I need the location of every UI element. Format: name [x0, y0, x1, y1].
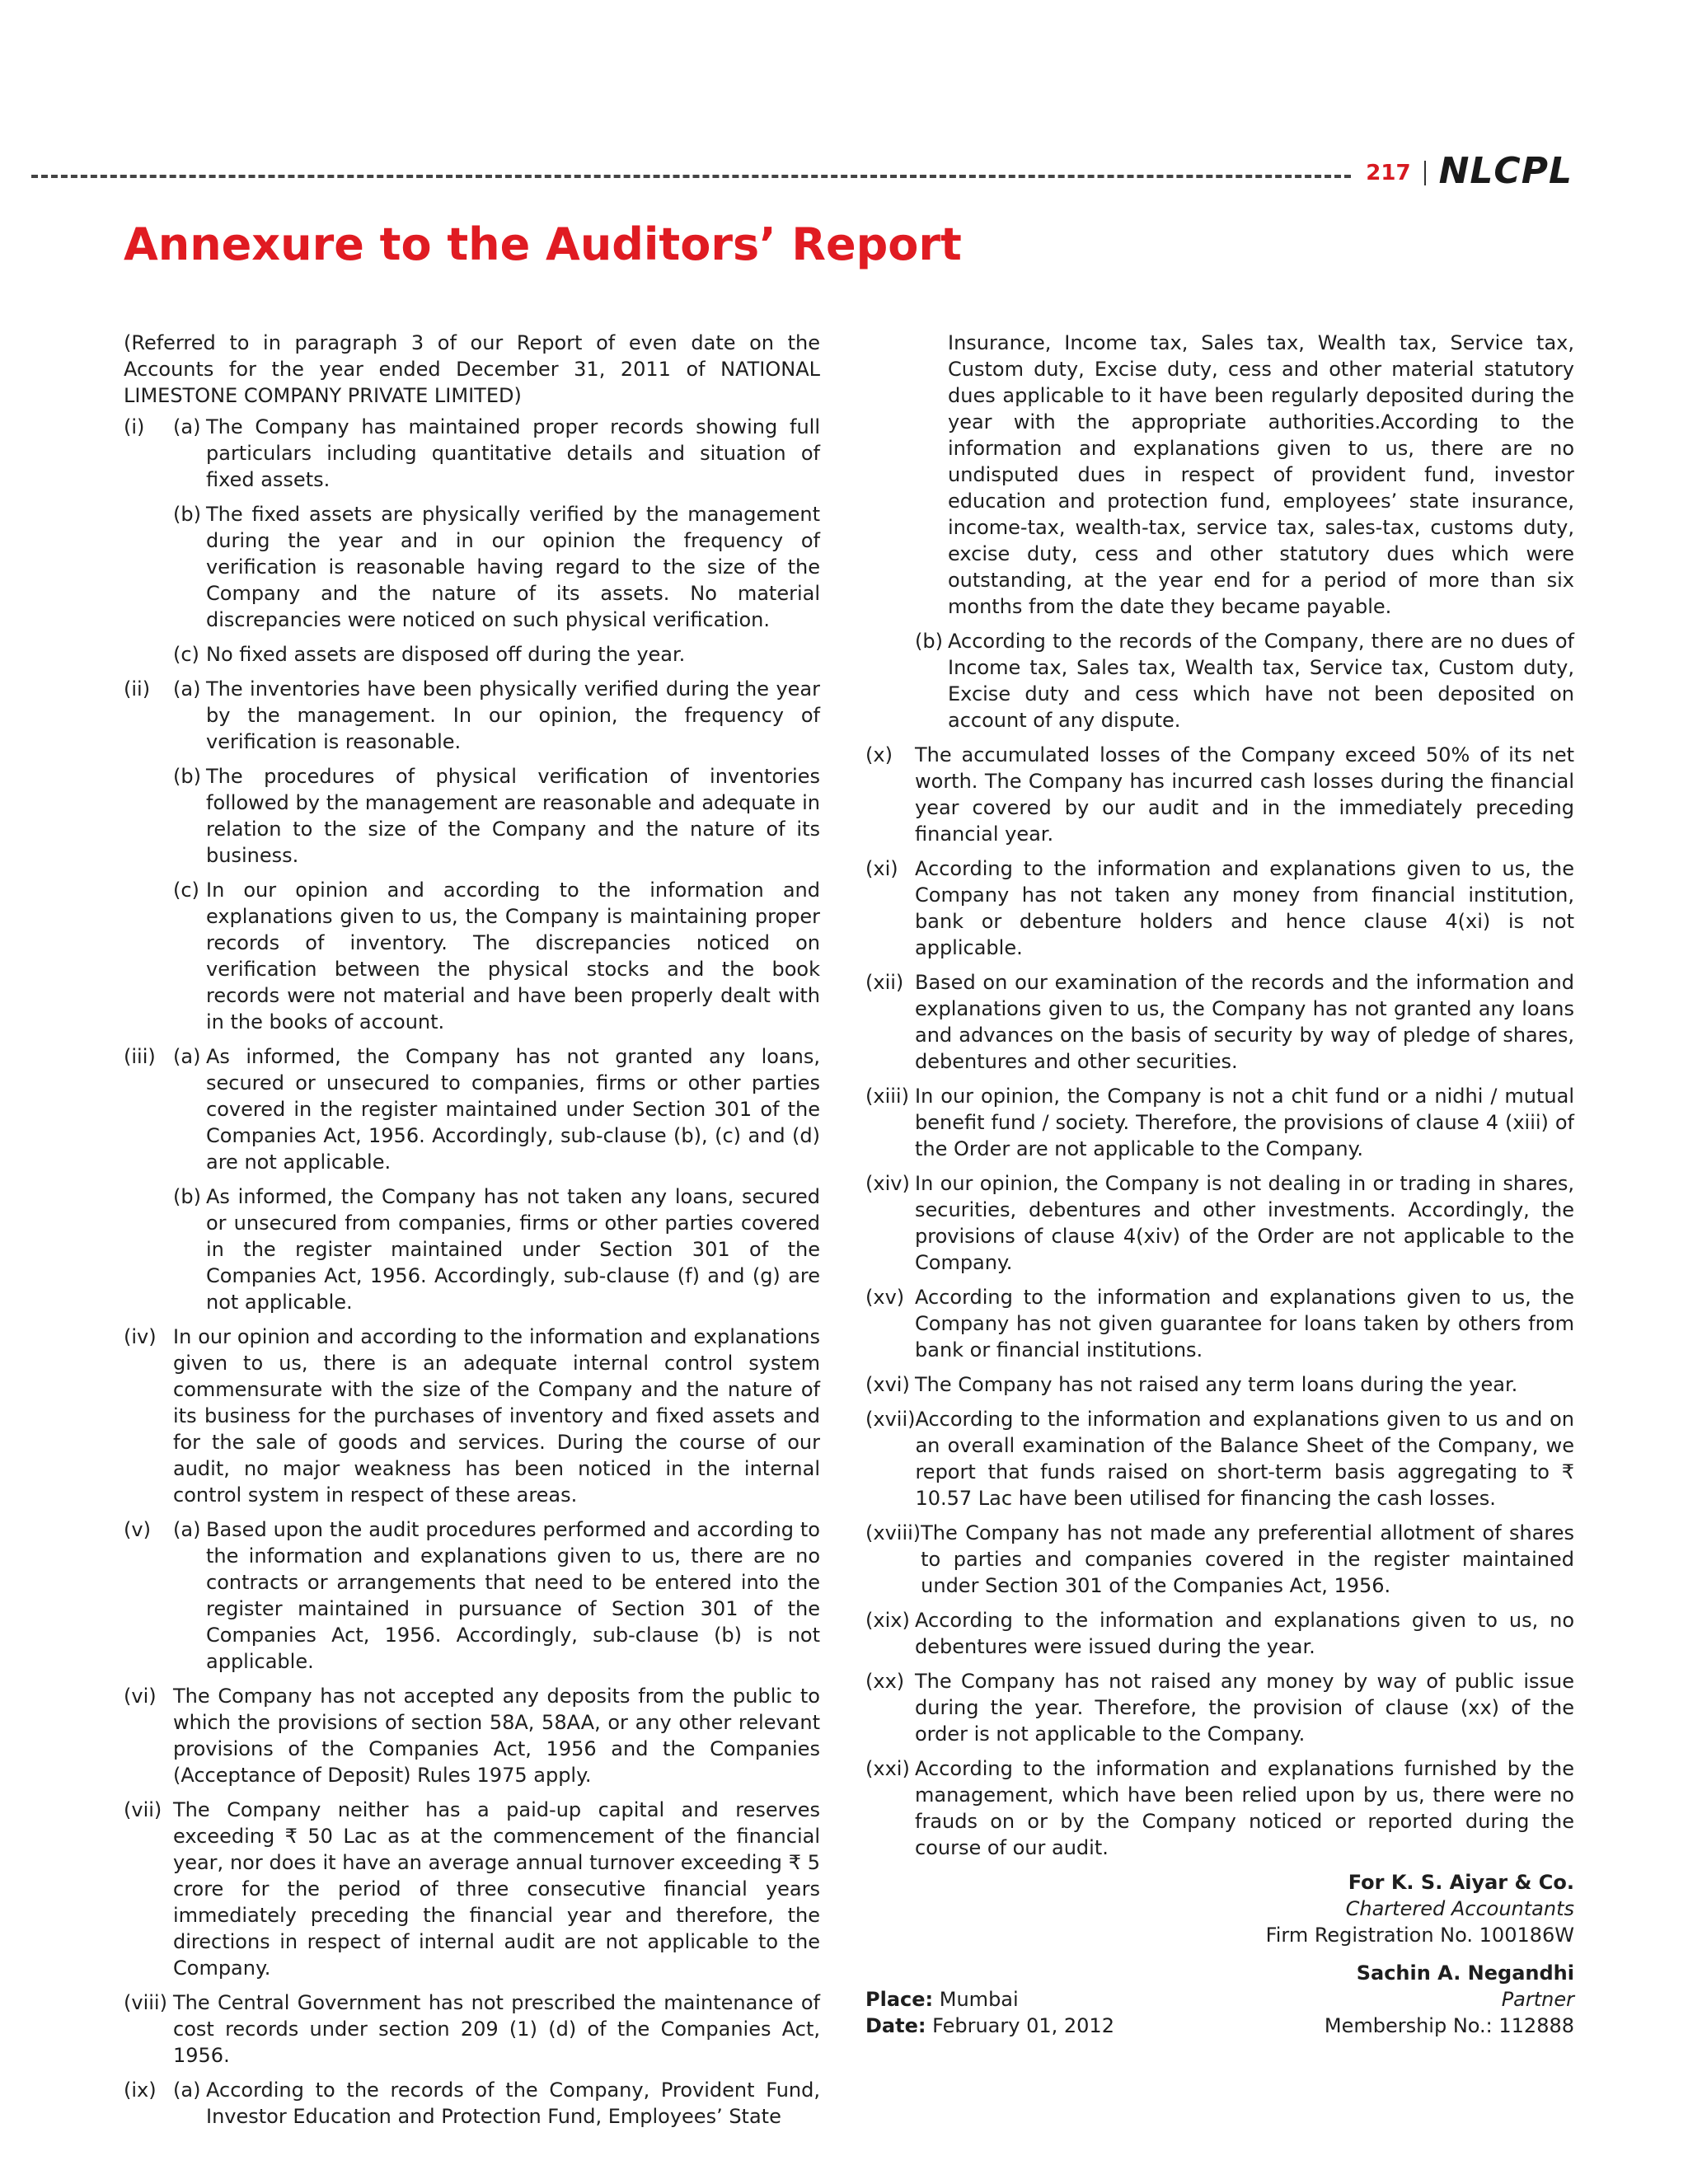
subclause-letter: (c)	[173, 879, 199, 902]
auditor-firm-role: Chartered Accountants	[1345, 1897, 1574, 1920]
subclause-text: The procedures of physical verification of inventories followed by the management are reasonable and adequate in relation to the size of the Company and the nature of its business.	[206, 765, 820, 867]
date-value: February 01, 2012	[932, 2014, 1114, 2037]
header-dashed-rule	[31, 175, 1351, 178]
place-value: Mumbai	[939, 1988, 1019, 2011]
subclause	[173, 501, 820, 633]
clause-i	[124, 414, 820, 668]
clause-xix	[865, 1607, 1574, 1660]
subclause-text: The Company has maintained proper records showing full particulars including quantitative details and situation of fixed assets.	[206, 415, 820, 491]
clause-number: (viii)	[124, 1991, 167, 2014]
clause-text: According to the information and explanations given to us, the Company has not given guarantee for loans taken by others from bank or financial institutions.	[915, 1286, 1574, 1361]
subclause-text: As informed, the Company has not granted any loans, secured or unsecured to companies, firms or other parties covered in the register maintained under Section 301 of the Companies Act, 1956. Accordingly, sub-clause (b), (c) and (d) are not applicable.	[206, 1045, 820, 1174]
subclause-letter: (a)	[173, 677, 201, 701]
clause-vi	[124, 1683, 820, 1788]
clause-xvii	[865, 1406, 1574, 1511]
subclause-letter: (b)	[173, 503, 201, 526]
place-line	[865, 1986, 1114, 2013]
clause-text: The Company has not raised any money by way of public issue during the year. Therefore, the provision of clause (xx) of the order is not applicable to the Company.	[915, 1670, 1574, 1746]
header-separator	[1424, 161, 1426, 185]
page-title: Annexure to the Auditors’ Report	[124, 218, 962, 270]
clause-text: The accumulated losses of the Company exceed 50% of its net worth. The Company has incurred cash losses during the financial year covered by our audit and in the immediately preceding financial year.	[915, 743, 1574, 846]
firm-registration: Firm Registration No. 100186W	[1265, 1924, 1574, 1947]
subclause-letter: (a)	[173, 1518, 201, 1541]
signatory-role: Partner	[1501, 1988, 1574, 2011]
auditor-firm: For K. S. Aiyar & Co.	[1348, 1871, 1574, 1894]
clause-text: The Central Government has not prescribed the maintenance of cost records under section 209 (1) (d) of the Companies Act, 1956.	[173, 1991, 820, 2067]
subclause-text: No fixed assets are disposed off during the year.	[206, 643, 686, 666]
membership-number: Membership No.: 112888	[1324, 2014, 1574, 2037]
subclause	[173, 641, 820, 668]
clause-xviii	[865, 1520, 1574, 1599]
subclause	[173, 877, 820, 1035]
clause-iv	[124, 1324, 820, 1508]
subclause	[173, 1183, 820, 1315]
clause-text: According to the information and explanations furnished by the management, which have been relied upon by us, there were no frauds on or by the Company noticed or reported during the course of our audit.	[915, 1757, 1574, 1859]
clause-number: (xii)	[865, 971, 904, 994]
clause-text: The Company neither has a paid-up capital and reserves exceeding ₹ 50 Lac as at the commencement of the financial year, nor does it have an average annual turnover exceeding ₹ 5 crore for the period of three consecutive financial years immediately preceding the financial year and therefore, the directions in respect of internal audit are not applicable to the Company.	[173, 1798, 820, 1980]
clause-text: Based on our examination of the records and the information and explanations given to us, the Company has not granted any loans and advances on the basis of security by way of pledge of shares, debentures and other securities.	[915, 971, 1574, 1073]
clause-number: (xvi)	[865, 1373, 910, 1396]
place-date	[865, 1986, 1114, 2039]
clause-text: In our opinion, the Company is not a chit fund or a nidhi / mutual benefit fund / society. Therefore, the provisions of clause 4 (xiii) of the Order are not applicable to the Company.	[915, 1085, 1574, 1160]
subclause	[173, 1043, 820, 1175]
clause-ix-b	[865, 628, 1574, 733]
clause-ix	[124, 2077, 820, 2130]
clause-number: (xiv)	[865, 1172, 910, 1195]
clause-v	[124, 1516, 820, 1675]
clause-text: According to the information and explanations given to us, no debentures were issued during the year.	[915, 1609, 1574, 1658]
clause-xiv	[865, 1170, 1574, 1276]
clause-text: In our opinion, the Company is not dealing in or trading in shares, securities, debentures and other investments. Accordingly, the provisions of clause 4(xiv) of the Order are not applicable to the Company.	[915, 1172, 1574, 1274]
subclause-letter: (c)	[173, 643, 199, 666]
subclause-letter: (b)	[173, 1185, 201, 1208]
clause-ix-a-continued: Insurance, Income tax, Sales tax, Wealth tax, Service tax, Custom duty, Excise duty, cess and other material statutory dues applicable to it have been regularly deposited during the year with the appropriate authorities.According to the information and explanations given to us, there are no undisputed dues in respect of provident fund, investor education and protection fund, employees’ state insurance, income-tax, wealth-tax, service tax, sales-tax, customs duty, excise duty, cess and other statutory dues which were outstanding, at the year end for a period of more than six months from the date they became payable.	[948, 331, 1574, 618]
clause-text: According to the information and explanations given to us and on an overall examination of the Balance Sheet of the Company, we report that funds raised on short-term basis aggregating to ₹ 10.57 Lac have been utilised for financing the cash losses.	[915, 1408, 1574, 1510]
clause-xx	[865, 1668, 1574, 1747]
clause-ii	[124, 676, 820, 1035]
signatory-details	[1325, 1986, 1574, 2039]
clause-xxi	[865, 1755, 1574, 1861]
clause-number: (vi)	[124, 1685, 157, 1708]
subclause-text: Based upon the audit procedures performed and according to the information and explanations given to us, there are no contracts or arrangements that need to be entered into the register maintained in pursuance of Section 301 of the Companies Act, 1956. Accordingly, sub-clause (b) is not applicable.	[206, 1518, 820, 1673]
left-column	[124, 330, 820, 2138]
clause-number: (xiii)	[865, 1085, 909, 1108]
clause-number: (i)	[124, 415, 145, 438]
subclause-text: According to the records of the Company, Provident Fund, Investor Education and Protection Fund, Employees’ State	[206, 2079, 820, 2128]
clause-text: The Company has not raised any term loans during the year.	[915, 1373, 1518, 1396]
place-label: Place:	[865, 1988, 934, 2011]
signature-block	[865, 1869, 1574, 2039]
clause-viii	[124, 1990, 820, 2069]
clause-text: The Company has not made any preferential allotment of shares to parties and companies covered in the register maintained under Section 301 of the Companies Act, 1956.	[921, 1521, 1574, 1597]
clause-text: In our opinion and according to the information and explanations given to us, there is an adequate internal control system commensurate with the size of the Company and the nature of its business for the purchases of inventory and fixed assets and for the sale of goods and services. During the course of our audit, no major weakness has been noticed in the internal control system in respect of these areas.	[173, 1325, 820, 1507]
clause-xv	[865, 1284, 1574, 1363]
clause-number: (xviii)	[865, 1521, 921, 1544]
subclause	[173, 2077, 820, 2130]
clause-xii	[865, 969, 1574, 1075]
subclause-text: The fixed assets are physically verified by the management during the year and in our opinion the frequency of verification is reasonable having regard to the size of the Company and the nature of its assets. No material discrepancies were noticed on such physical verification.	[206, 503, 820, 631]
subclause-text: In our opinion and according to the information and explanations given to us, the Company is maintaining proper records of inventory. The discrepancies noticed on verification between the physical stocks and the book records were not material and have been properly dealt with in the books of account.	[206, 879, 820, 1033]
subclause-letter: (a)	[173, 2079, 201, 2102]
clause-number: (ix)	[124, 2079, 157, 2102]
intro-paragraph: (Referred to in paragraph 3 of our Report of even date on the Accounts for the year ended December 31, 2011 of NATIONAL LIMESTONE COMPANY PRIVATE LIMITED)	[124, 331, 820, 407]
date-line	[865, 2013, 1114, 2039]
clause-number: (xix)	[865, 1609, 910, 1632]
clause-number: (xi)	[865, 857, 898, 880]
clause-number: (vii)	[124, 1798, 162, 1821]
subclause	[173, 414, 820, 493]
subclause-text: According to the records of the Company, there are no dues of Income tax, Sales tax, Wealth tax, Service tax, Custom duty, Excise duty and cess which have not been deposited on account of any dispute.	[948, 630, 1574, 732]
clause-text: The Company has not accepted any deposits from the public to which the provisions of section 58A, 58AA, or any other relevant provisions of the Companies Act, 1956 and the Companies (Acceptance of Deposit) Rules 1975 apply.	[173, 1685, 820, 1787]
subclause-letter: (b)	[915, 630, 943, 653]
clause-iii	[124, 1043, 820, 1315]
subclause-letter: (a)	[173, 415, 201, 438]
subclause	[173, 676, 820, 755]
clause-vii	[124, 1797, 820, 1981]
signature-footer-row	[865, 1986, 1574, 2039]
signatory-name: Sachin A. Negandhi	[1356, 1961, 1574, 1985]
right-column	[865, 330, 1574, 2039]
clause-text: According to the information and explanations given to us, the Company has not taken any money from financial institution, bank or debenture holders and hence clause 4(xi) is not applicable.	[915, 857, 1574, 959]
clause-xvi	[865, 1371, 1574, 1398]
clause-xi	[865, 855, 1574, 961]
clause-number: (xv)	[865, 1286, 905, 1309]
date-label: Date:	[865, 2014, 926, 2037]
clause-number: (v)	[124, 1518, 151, 1541]
clause-xiii	[865, 1083, 1574, 1162]
page-number: 217	[1366, 161, 1411, 185]
subclause	[173, 763, 820, 869]
clause-number: (x)	[865, 743, 893, 766]
clause-number: (xxi)	[865, 1757, 910, 1780]
subclause-letter: (b)	[173, 765, 201, 788]
clause-number: (ii)	[124, 677, 151, 701]
clause-x	[865, 742, 1574, 847]
subclause-text: The inventories have been physically verified during the year by the management. In our opinion, the frequency of verification is reasonable.	[206, 677, 820, 753]
clause-number: (iii)	[124, 1045, 156, 1068]
page-header	[31, 150, 1573, 191]
clause-number: (xvii)	[865, 1408, 916, 1431]
subclause-letter: (a)	[173, 1045, 201, 1068]
brand-logo-text: NLCPL	[1438, 149, 1573, 192]
subclause-text: As informed, the Company has not taken any loans, secured or unsecured from companies, firms or other parties covered in the register maintained under Section 301 of the Companies Act, 1956. Accordingly, sub-clause (f) and (g) are not applicable.	[206, 1185, 820, 1314]
subclause	[173, 1516, 820, 1675]
clause-number: (iv)	[124, 1325, 157, 1348]
clause-number: (xx)	[865, 1670, 905, 1693]
